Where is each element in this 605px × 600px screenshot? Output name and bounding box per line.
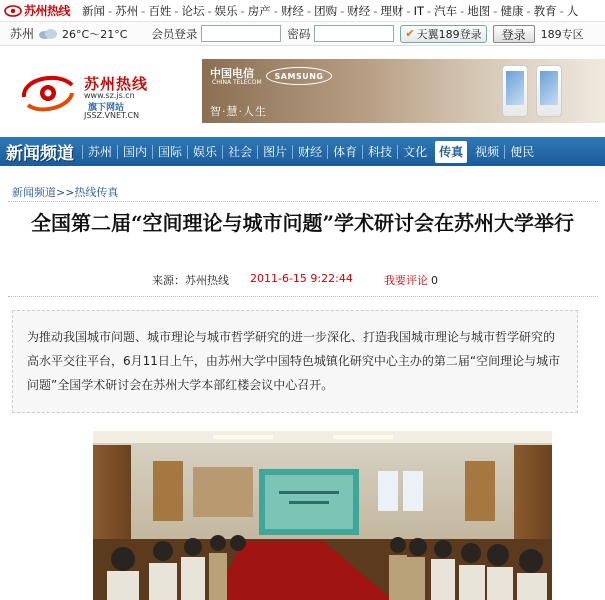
article-summary: 为推动我国城市问题、城市理论与城市哲学研究的进一步深化、打造我国城市理论与城市哲学研究的高水平交往平台，6月11日上午，由苏州大学中国特色城镇化研究中心主办的第二届“空间理论与城市问题”全国学术研讨会在苏州大学本部红楼会议中心召开。 — [12, 310, 578, 413]
username-input[interactable] — [201, 25, 281, 42]
article-photo — [93, 431, 552, 600]
top-nav-item[interactable]: 教育 — [533, 3, 557, 18]
nav-separator: - — [373, 3, 378, 18]
nav-separator: - — [207, 3, 212, 18]
breadcrumb[interactable]: 新闻频道>>热线传真 — [12, 186, 119, 199]
channel-nav-item[interactable]: 视频 — [475, 144, 500, 159]
sub-url: JSSZ.VNET.CN — [84, 111, 140, 120]
top-nav-item[interactable]: 苏州 — [115, 3, 139, 18]
channel-nav-item[interactable]: 苏州 — [82, 145, 117, 159]
nav-separator: - — [406, 3, 411, 18]
top-nav-item[interactable]: IT — [413, 3, 424, 18]
channel-nav-item[interactable]: 体育 — [327, 145, 362, 159]
sub-brand: 旗下网站 — [88, 103, 125, 113]
phone-image — [536, 65, 562, 117]
password-input[interactable] — [314, 25, 394, 42]
channel-nav-item[interactable]: 财经 — [292, 145, 327, 159]
channel-nav-item[interactable]: 便民 — [504, 145, 539, 159]
top-nav — [0, 0, 605, 22]
divider — [8, 201, 598, 202]
nav-separator: - — [426, 3, 432, 18]
channel-nav-item[interactable]: 国内 — [117, 145, 152, 159]
top-nav-item[interactable]: 财经 — [347, 3, 371, 18]
channel-nav-item[interactable]: 文化 — [397, 145, 432, 159]
top-nav-item[interactable]: 团购 — [314, 3, 338, 18]
top-nav-item[interactable]: 理财 — [380, 3, 404, 18]
nav-separator: - — [526, 3, 531, 18]
china-telecom-logo: 中国电信 — [210, 67, 254, 80]
checkmark-icon: ✔ — [405, 27, 415, 40]
phone-image — [502, 65, 528, 117]
member-login-label: 会员登录 — [151, 26, 198, 41]
password-label: 密码 — [287, 26, 311, 41]
top-nav-item[interactable]: 财经 — [280, 3, 304, 18]
channel-nav-item[interactable]: 国际 — [152, 145, 187, 159]
channel-title[interactable]: 新闻频道 — [6, 144, 74, 164]
article-source: 来源：苏州热线 — [152, 274, 229, 287]
nav-separator: - — [559, 3, 564, 18]
banner-slogan: 智·慧·人生 — [210, 105, 267, 118]
top-nav-item[interactable]: 百姓 — [148, 3, 172, 18]
weather-city: 苏州 — [10, 27, 35, 41]
comment-label: 我要评论 — [384, 274, 428, 287]
top-nav-item[interactable]: 论坛 — [181, 3, 205, 18]
nav-separator: - — [240, 3, 245, 18]
channel-nav-item[interactable]: 科技 — [362, 145, 397, 159]
nav-separator: - — [306, 3, 312, 18]
ad-banner[interactable] — [202, 59, 605, 123]
nav-separator: - — [108, 3, 113, 18]
tianyi-login-button[interactable] — [400, 25, 486, 43]
top-nav-item[interactable]: 新闻 — [82, 3, 105, 18]
top-nav-links — [80, 3, 580, 19]
conference-photo-image — [93, 431, 552, 600]
login-bar — [0, 22, 605, 46]
samsung-logo: SAMSUNG — [266, 67, 332, 85]
cloudy-weather-icon — [37, 27, 59, 41]
channel-nav-item[interactable]: 传真 — [435, 141, 467, 163]
swirl-logo-icon[interactable] — [18, 67, 78, 117]
top-logo-text: 苏州热线 — [24, 4, 71, 18]
site-name: 苏州热线 — [84, 75, 149, 93]
swirl-logo-icon — [4, 4, 22, 18]
nav-separator: - — [273, 3, 278, 18]
site-url: www.sz.js.cn — [84, 91, 135, 100]
channel-nav — [0, 137, 605, 166]
top-nav-item[interactable]: 人 — [566, 3, 579, 18]
zone-189-link[interactable]: 189专区 — [540, 27, 584, 41]
article-time: 2011-6-15 9:22:44 — [250, 272, 353, 285]
login-button[interactable]: 登录 — [493, 25, 535, 43]
comment-link[interactable] — [384, 272, 438, 288]
divider — [8, 296, 598, 297]
nav-separator: - — [493, 3, 498, 18]
channel-nav-item[interactable]: 社会 — [222, 145, 257, 159]
comment-count: 0 — [431, 274, 438, 287]
top-nav-item[interactable]: 汽车 — [434, 3, 458, 18]
channel-nav-item[interactable]: 娱乐 — [187, 145, 222, 159]
weather-temperature: 26°C～21°C — [62, 27, 128, 41]
site-header — [0, 47, 605, 132]
top-nav-item[interactable]: 房产 — [247, 3, 271, 18]
nav-separator: - — [141, 3, 146, 18]
top-nav-item[interactable]: 娱乐 — [214, 3, 238, 18]
top-nav-item[interactable]: 健康 — [500, 3, 524, 18]
article-title: 全国第二届“空间理论与城市问题”学术研讨会在苏州大学举行 — [30, 211, 574, 235]
nav-separator: - — [460, 3, 465, 18]
nav-separator: - — [340, 3, 345, 18]
top-logo[interactable] — [0, 2, 80, 19]
channel-nav-item[interactable]: 图片 — [257, 145, 292, 159]
china-telecom-en: CHINA TELECOM — [212, 79, 262, 86]
tianyi-login-label: 天翼189登录 — [416, 27, 482, 41]
top-nav-item[interactable]: 地图 — [467, 3, 491, 18]
nav-separator: - — [174, 3, 179, 18]
